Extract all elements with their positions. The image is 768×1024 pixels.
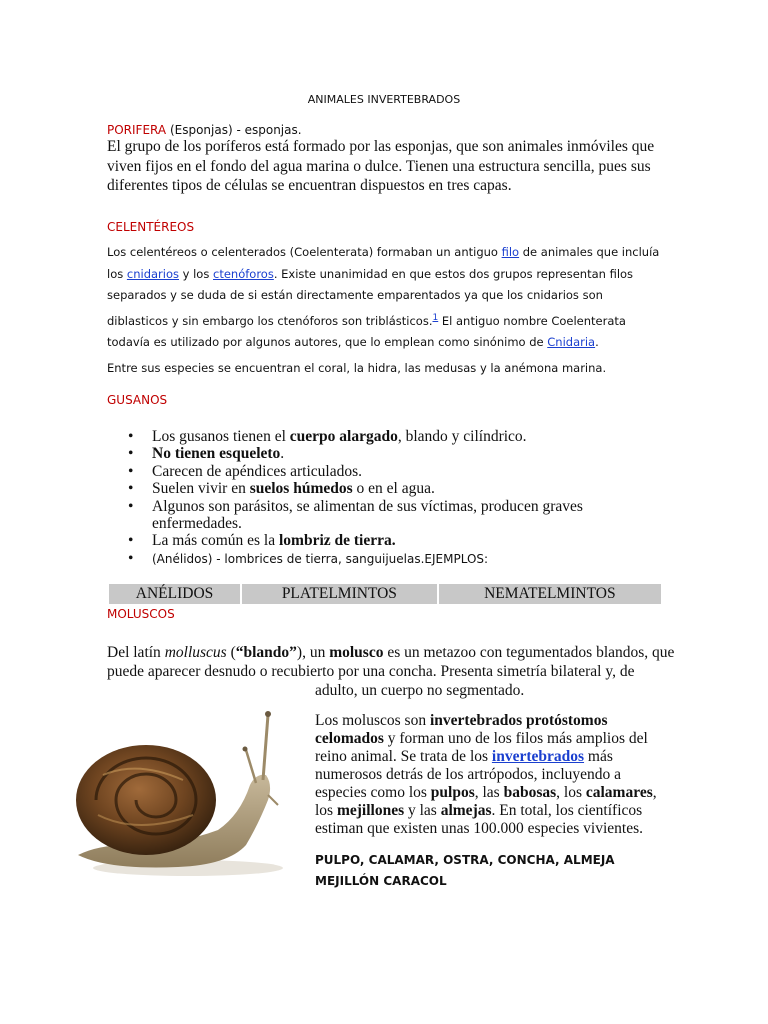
moluscos-bold: pulpos xyxy=(430,784,475,801)
list-text: , blando y cilíndrico. xyxy=(397,428,527,445)
porifera-line: viven fijos en el fondo del agua marina o dulce. Tienen una estructura sencilla, pues sus xyxy=(107,157,651,175)
link-ctenoforos[interactable]: ctenóforos xyxy=(213,266,274,281)
porifera-paragraph xyxy=(107,137,687,196)
list-text: La más común es la xyxy=(152,532,279,550)
moluscos-text: Los moluscos son xyxy=(315,712,430,729)
list-item xyxy=(107,498,607,533)
celentereos-species: Entre sus especies se encuentran el coral, la hidra, las medusas y la anémona marina. xyxy=(107,361,607,375)
list-bold: cuerpo alargado xyxy=(289,428,398,445)
gusanos-heading: GUSANOS xyxy=(107,393,168,407)
table-cell: PLATELMINTOS xyxy=(242,584,437,604)
link-filo[interactable]: filo xyxy=(501,245,520,259)
moluscos-bold: “blando” xyxy=(235,644,297,661)
porifera-heading: PORIFERA xyxy=(107,123,167,137)
moluscos-text: , las xyxy=(474,784,504,801)
moluscos-bold: mejillones xyxy=(336,802,405,819)
link-cnidarios[interactable]: cnidarios xyxy=(126,266,179,281)
celentereos-heading: CELENTÉREOS xyxy=(107,220,195,234)
table-cell: ANÉLIDOS xyxy=(109,584,240,604)
porifera-line: diferentes tipos de células se encuentran dispuestos en tres capas. xyxy=(107,177,512,194)
moluscos-examples: PULPO, CALAMAR, OSTRA, CONCHA, ALMEJA MEJILLÓN CARACOL xyxy=(315,853,615,888)
celentereos-text: Los celentéreos o celenterados (Coelenterata) formaban un antiguo xyxy=(107,245,502,259)
moluscos-text: ), un xyxy=(296,644,330,661)
list-item xyxy=(107,463,607,480)
moluscos-text: ( xyxy=(226,644,236,661)
worm-types-table xyxy=(107,584,663,604)
moluscos-italic: molluscus xyxy=(164,644,227,661)
list-text: Carecen de apéndices articulados. xyxy=(152,462,363,480)
list-bold: lombriz de tierra. xyxy=(278,532,396,550)
moluscos-bold: molusco xyxy=(329,644,384,661)
list-item xyxy=(107,532,607,549)
moluscos-bold: babosas xyxy=(503,784,557,801)
list-item xyxy=(107,445,607,462)
moluscos-text: más numerosos detrás de los artrópodos, incluyendo a especies como los xyxy=(315,748,622,801)
moluscos-text: y las xyxy=(404,802,441,819)
moluscos-heading: MOLUSCOS xyxy=(107,607,175,621)
celentereos-text: . xyxy=(595,334,599,349)
moluscos-bold: invertebrados protóstomos celomados xyxy=(315,712,608,747)
moluscos-line xyxy=(107,643,677,662)
moluscos-text: , los xyxy=(315,784,657,819)
moluscos-text: Del latín xyxy=(107,644,165,661)
moluscos-line: puede aparecer desnudo o recubierto por una concha. Presenta simetría bilateral y, de xyxy=(107,663,635,680)
list-bold: suelos húmedos xyxy=(249,480,353,498)
celentereos-text: El antiguo nombre Coelenterata todavía es utilizado por algunos autores, que lo emplean como sinónimo de xyxy=(107,313,626,349)
moluscos-bold: calamares xyxy=(585,784,653,801)
snail-image xyxy=(68,705,298,880)
celentereos-text: y los xyxy=(179,266,213,281)
list-text: o en el agua. xyxy=(352,480,435,498)
moluscos-text: , los xyxy=(556,784,586,801)
link-invertebrados[interactable]: invertebrados xyxy=(491,748,585,765)
gusanos-list xyxy=(107,428,607,568)
moluscos-text: y forman uno de los filos más amplios del reino animal. Se trata de los xyxy=(315,730,648,765)
table-row xyxy=(109,584,661,604)
list-text: Algunos son parásitos, se alimentan de sus víctimas, producen graves enfermedades. xyxy=(152,497,583,533)
list-bold: No tienen esqueleto xyxy=(152,445,281,463)
document-title: ANIMALES INVERTEBRADOS xyxy=(307,93,461,106)
footnote-link[interactable]: 1 xyxy=(432,312,439,323)
moluscos-text: . En total, los científicos estiman que existen unas 100.000 especies vivientes. xyxy=(315,802,644,837)
porifera-subheading: (Esponjas) - esponjas. xyxy=(169,123,302,137)
celentereos-text: . Existe unanimidad en que estos dos grupos representan filos separados y se duda de si están directamente emparentados ya que los cnidarios son diblasticos y sin embargo los ctenóforos son triblásticos. xyxy=(107,266,634,328)
list-item xyxy=(107,428,607,445)
link-cnidaria[interactable]: Cnidaria xyxy=(547,334,596,349)
celentereos-text: de animales que incluía los xyxy=(107,245,660,281)
moluscos-paragraph-2 xyxy=(315,712,675,838)
moluscos-line: adulto, un cuerpo no segmentado. xyxy=(315,682,525,699)
list-text: (Anélidos) - lombrices de tierra, sanguijuelas.EJEMPLOS: xyxy=(152,551,489,566)
moluscos-text: es un metazoo con tegumentados blandos, que xyxy=(383,644,675,661)
celentereos-paragraph xyxy=(107,242,667,353)
moluscos-bold: almejas xyxy=(440,802,492,819)
list-item xyxy=(107,480,607,497)
list-text: . xyxy=(280,445,285,463)
list-item xyxy=(107,550,607,568)
moluscos-paragraph-1 xyxy=(107,643,677,700)
porifera-line: El grupo de los poríferos está formado por las esponjas, que son animales inmóviles que xyxy=(107,138,655,155)
list-text: Suelen vivir en xyxy=(152,480,250,498)
table-cell: NEMATELMINTOS xyxy=(439,584,661,604)
list-text: Los gusanos tienen el xyxy=(152,428,290,445)
